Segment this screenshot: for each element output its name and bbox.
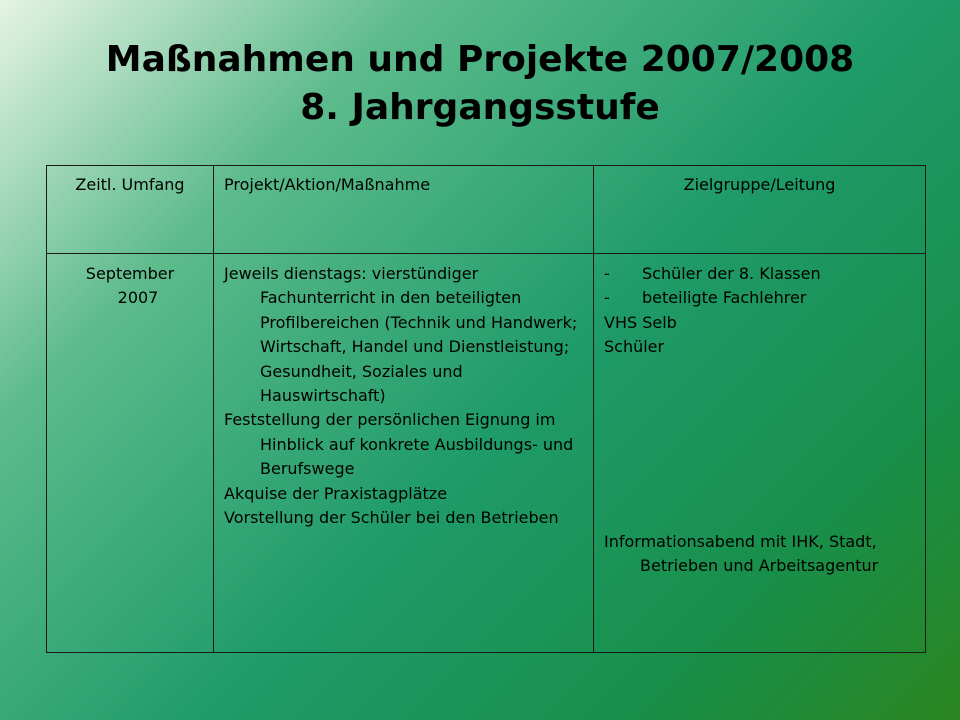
target-bullet	[604, 286, 919, 310]
target-bullet	[604, 262, 919, 286]
header-time: Zeitl. Umfang	[47, 166, 214, 254]
action-item: Jeweils dienstags: vierstündiger Fachunterricht in den beteiligten Profilbereichen (Technik und Handwerk; Wirtschaft, Handel und Dienstleistung; Gesundheit, Soziales und Hauswirtschaft)	[224, 264, 578, 406]
action-item: Feststellung der persönlichen Eignung im Hinblick auf konkrete Ausbildungs- und Berufswege	[224, 410, 574, 479]
cell-actions	[214, 254, 594, 653]
cell-targets	[594, 254, 926, 653]
title-line-1: Maßnahmen und Projekte 2007/2008	[105, 39, 855, 80]
time-line-2: 2007	[117, 288, 159, 308]
time-line-1: September	[85, 264, 175, 283]
bullet-marker: -	[604, 288, 610, 308]
bullet-marker: -	[604, 264, 610, 283]
target-line: Schüler	[604, 337, 665, 357]
measures-table	[46, 165, 926, 653]
target-line: VHS Selb	[604, 312, 677, 332]
header-target: Zielgruppe/Leitung	[594, 166, 926, 254]
title-line-2: 8. Jahrgangsstufe	[300, 87, 660, 128]
action-item: Akquise der Praxistagplätze	[224, 483, 448, 503]
target-bullet-text: Schüler der 8. Klassen	[642, 264, 821, 283]
target-bullet-text: beteiligte Fachlehrer	[642, 288, 807, 308]
target-info: Informationsabend mit IHK, Stadt, Betrieben und Arbeitsagentur	[604, 531, 879, 576]
action-item: Vorstellung der Schüler bei den Betrieben	[224, 508, 559, 528]
cell-time	[47, 254, 214, 653]
table-row	[47, 254, 926, 653]
slide-title	[0, 36, 960, 132]
table-header-row	[47, 166, 926, 254]
header-project: Projekt/Aktion/Maßnahme	[214, 166, 594, 254]
